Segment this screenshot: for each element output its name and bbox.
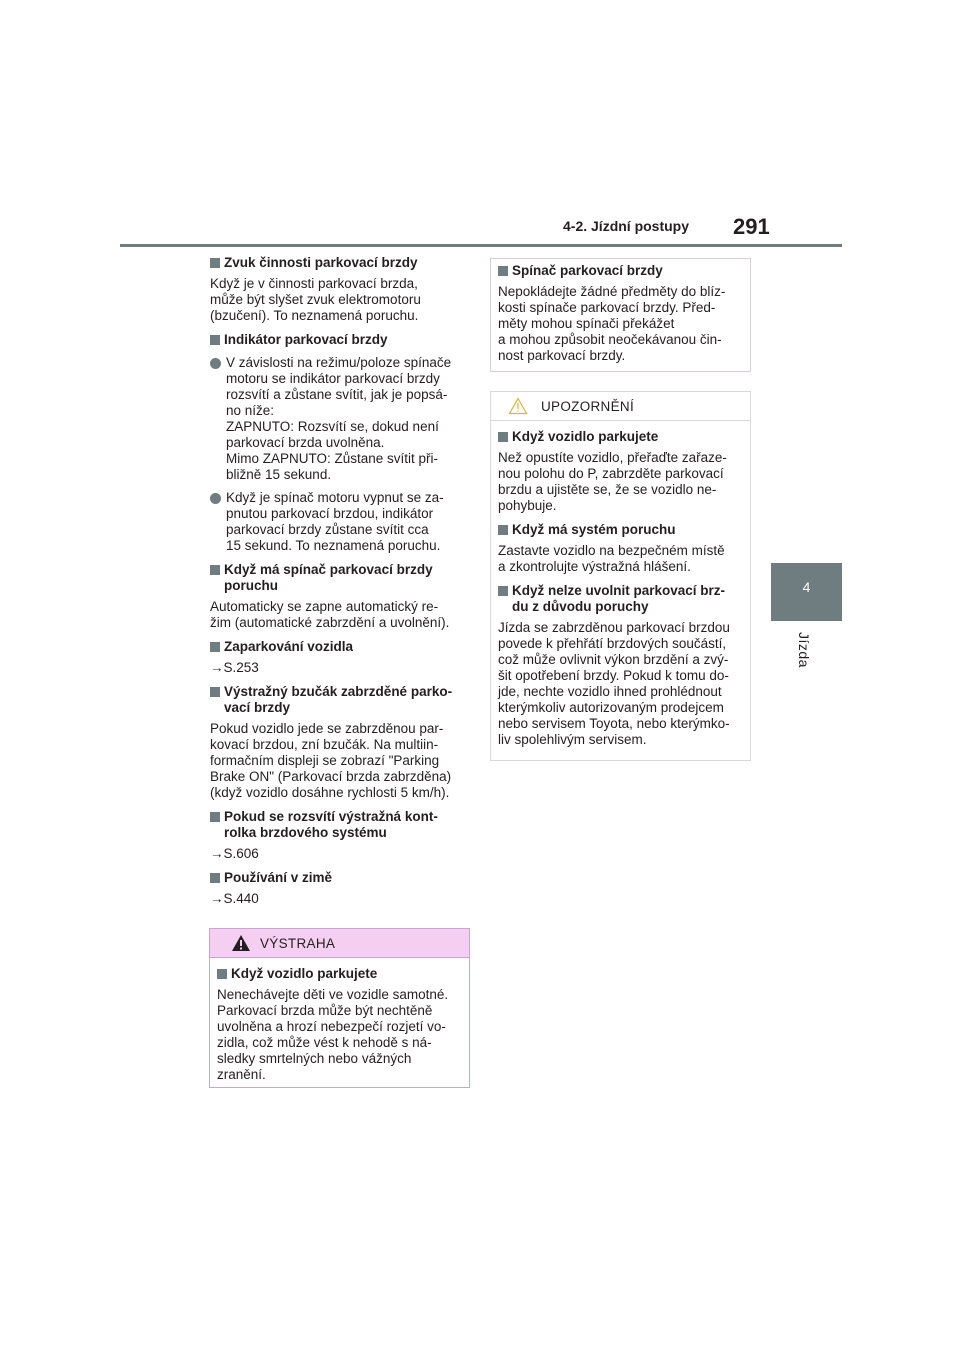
page-reference-link[interactable]: →S.606 [210,846,259,861]
left-column [210,255,470,907]
square-bullet-icon [210,258,220,268]
notice-text: Než opustíte vozidlo, přeřaďte zařaze- nou polohu do P, zabrzděte parkovací brzdu a ujistěte se, že se vozidlo ne- pohybuje. [498,450,727,513]
section-title: 4-2. Jízdní postupy [563,218,690,234]
square-bullet-icon [210,812,220,822]
section-heading: Zvuk činnosti parkovací brzdy [210,255,470,271]
page-reference-link[interactable]: →S.440 [210,891,259,906]
warning-heading: Když vozidlo parkujete [217,966,463,982]
switch-heading: Spínač parkovací brzdy [498,263,744,279]
warning-body [210,966,469,1093]
notice-body [491,429,750,758]
circle-bullet-icon [210,493,221,504]
notice-text: Jízda se zabrzděnou parkovací brzdou povede k přehřátí brzdových součástí, což může ovlivnit výkon brzdění a zvý- šit opotřebení brzdy. Pokud k tomu do- jde, nechte vozidlo ihned prohlédnout kterýmkoliv autorizovaným prodejcem nebo servisem Toyota, nebo kterýmko- liv spolehlivým servisem. [498,620,730,747]
section-heading: Indikátor parkovací brzdy [210,332,470,348]
square-bullet-icon [210,335,220,345]
notice-text: Zastavte vozidlo na bezpečném místě a zkontrolujte výstražná hlášení. [498,543,725,574]
warning-box [209,928,470,1088]
bullet-item: Když je spínač motoru vypnut se za- pnutou parkovací brzdou, indikátor parkovací brzdy zůstane svítit cca 15 sekund. To neznamená poruchu. [210,490,470,554]
warning-text: Nenechávejte děti ve vozidle samotné. Parkovací brzda může být nechtěně uvolněna a hrozí nebezpečí rozjetí vo- zidla, což může vést k nehodě s ná- sledky smrtelných nebo vážných zranění. [217,987,449,1082]
notice-heading: Když má systém poruchu [498,522,744,538]
circle-bullet-icon [210,358,221,369]
chapter-number: 4 [802,579,811,595]
header-rule [120,244,842,247]
warning-title: VÝSTRAHA [260,936,336,951]
paragraph: Pokud vozidlo jede se zabrzděnou par- kovací brzdou, zní bzučák. Na multiin- formačním displeji se zobrazí "Parking Brake ON" (Parkovací brzda zabrzděna) (když vozidlo dosáhne rychlosti 5 km/h). [210,721,452,800]
notice-header [491,392,750,421]
warning-triangle-icon [231,934,251,952]
square-bullet-icon [498,432,508,442]
notice-heading: Když vozidlo parkujete [498,429,744,445]
notice-title: UPOZORNĚNÍ [541,399,635,414]
switch-text: Nepokládejte žádné předměty do blíz- kosti spínače parkovací brzdy. Před- měty mohou spínači překážet a mohou způsobit neočekávanou čin- nost parkovací brzdy. [498,284,726,363]
notice-box [490,391,751,761]
paragraph: Automaticky se zapne automatický re- žim (automatické zabrzdění a uvolnění). [210,599,450,630]
square-bullet-icon [498,525,508,535]
caution-triangle-icon [508,397,528,415]
chapter-label: Jízda [796,632,812,668]
square-bullet-icon [217,969,227,979]
square-bullet-icon [210,687,220,697]
section-heading: Když má spínač parkovací brzdy poruchu [210,562,470,594]
warning-header [210,929,469,958]
section-heading: Používání v zimě [210,870,470,886]
section-heading: Pokud se rozsvítí výstražná kont- rolka brzdového systému [210,809,470,841]
square-bullet-icon [210,642,220,652]
section-heading: Zaparkování vozidla [210,639,470,655]
square-bullet-icon [498,266,508,276]
page-reference-link[interactable]: →S.253 [210,660,259,675]
switch-info-box [490,258,751,372]
square-bullet-icon [210,873,220,883]
notice-heading: Když nelze uvolnit parkovací brz- du z důvodu poruchy [498,583,744,615]
switch-info-body [491,259,750,374]
square-bullet-icon [210,565,220,575]
section-heading: Výstražný bzučák zabrzděné parko- vací brzdy [210,684,470,716]
square-bullet-icon [498,586,508,596]
bullet-item: V závislosti na režimu/poloze spínače motoru se indikátor parkovací brzdy rozsvítí a zůstane svítit, jak je popsá- no níže: ZAPNUTO: Rozsvítí se, dokud není parkovací brzda uvolněna. Mimo ZAPNUTO: Zůstane svítit při- bližně 15 sekund. [210,355,470,483]
paragraph: Když je v činnosti parkovací brzda, může být slyšet zvuk elektromotoru (bzučení). To neznamená poruchu. [210,276,421,323]
page-number: 291 [733,214,770,239]
